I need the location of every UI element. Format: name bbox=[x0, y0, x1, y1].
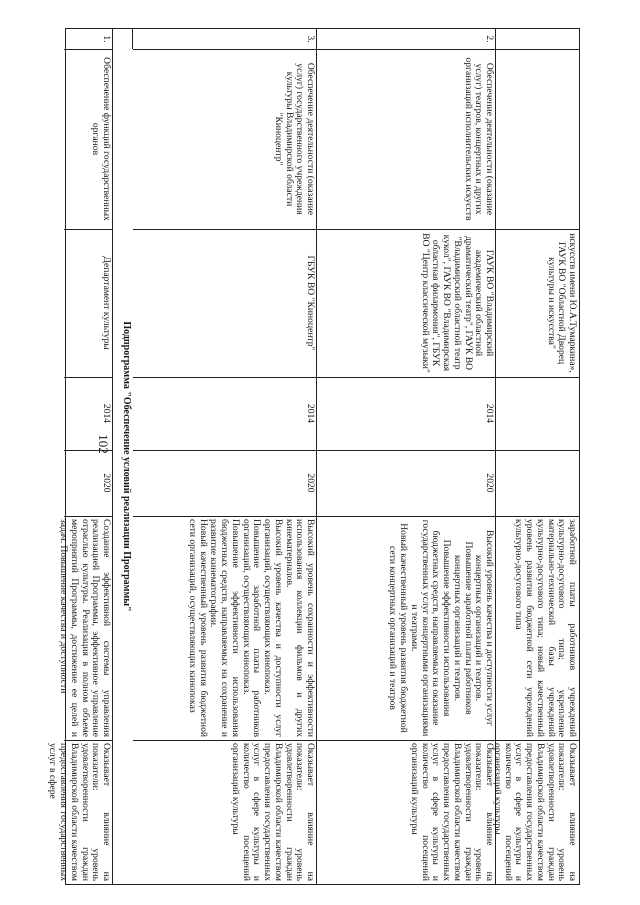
row-1-end-year: 2020 bbox=[101, 473, 112, 493]
row-2-end-year: 2020 bbox=[484, 473, 495, 493]
row-2-activity: Обеспечение деятельности (оказание услуг) театров, концертных и других организаций исполнительских искусств bbox=[462, 57, 495, 221]
subprogram-title: Подпрограмма "Обеспечение условий реализации Программы" bbox=[113, 49, 133, 884]
page-number: 102 bbox=[95, 434, 111, 454]
row-1-number: 1. bbox=[101, 35, 112, 43]
row-2-result-line: Повышение заработной платы работников концертных организаций и театров. bbox=[451, 541, 474, 715]
row-2-number: 2. bbox=[484, 35, 495, 43]
row-1-start-year: 2014 bbox=[101, 403, 112, 424]
row-3-results bbox=[133, 516, 317, 740]
row-3-impact: Оказывает влияние на показатели: уровень удовлетворенности граждан Владимирской области качеством предоставления государственных услуг в сфере культуры и количество посещений организаций культуры bbox=[229, 743, 316, 882]
row-3-result-line: Повышение эффективности использования бюджетных средств, направляемых на сохранение и развитие кинематографии. bbox=[208, 519, 241, 737]
row-3-result-line: Повышение заработной платы работников организаций, осуществляющих кинопоказ. bbox=[240, 519, 263, 737]
row-2-result-line: Новый качественный уровень развития бюджетной сети концертных организаций и театров bbox=[387, 523, 410, 733]
row-1-impact: Оказывает влияние на показатели: уровень удовлетворенности граждан Владимирской области качеством предоставления государственных услуг в сфере bbox=[47, 743, 112, 882]
row-2-impact: Оказывает влияние на показатели: уровень удовлетворенности граждан Владимирской области качеством предоставления государственных услуг в сфере культуры и количество посещений организаций культуры bbox=[408, 743, 495, 882]
results-table bbox=[47, 28, 580, 885]
row-3-end-year: 2020 bbox=[305, 473, 316, 493]
row-3-result-line: Высокий уровень сохранности и эффективности использования коллекции фильмов и других кинематериалов. bbox=[283, 519, 316, 737]
row-3-number: 3. bbox=[305, 35, 316, 43]
continued-results: заработной платы работников учреждений культурно-досугового типа; укрепление материально-технической базы учреждений культурно-досугового типа; новый качественный уровень развития бюджетной сети учреждений культурно-досугового типа bbox=[513, 519, 578, 737]
row-1-results: Создание эффективной системы управления реализацией Программы, эффективное управление отраслью культуры. Реализация в полном объеме мероприятий Программы, достижение ее целей и задач. Повышение качества и доступности bbox=[58, 519, 112, 737]
row-3-activity: Обеспечение деятельности (оказание услуг) государственного учреждения культуры Владимирской области "Киноцентр" bbox=[272, 62, 316, 216]
row-3-result-line: Высокий уровень качества и доступности услуг организаций, осуществляющих кинопоказ. bbox=[262, 519, 284, 737]
row-2-result-line: Повышение эффективности использования бюджетных средств, направляемых на оказание государственных услуг концертными организациями и театрами. bbox=[408, 519, 453, 737]
row-1-executor: Департамент культуры bbox=[101, 256, 112, 350]
row-3-executor: ГБУК ВО "Киноцентр" bbox=[305, 255, 316, 351]
row-3-start-year: 2014 bbox=[305, 403, 316, 424]
row-2-result-line: Высокий уровень качества и доступности услуг концертных организаций и театров. bbox=[473, 530, 495, 726]
row-3-result-line: Новый качественный уровень развития бюджетной сети организаций, осуществляющих кинопоказ bbox=[186, 519, 209, 737]
row-2-start-year: 2014 bbox=[484, 403, 495, 424]
row-1-activity: Обеспечение функций государственных органов bbox=[90, 57, 112, 221]
continued-executor: искусств имени Ю.А.Тумаркина», ГАУК ВО "Областной Дворец культуры и искусства" bbox=[545, 233, 578, 373]
row-2-results bbox=[317, 516, 496, 740]
row-2-executor: ГАУК ВО "Владимирский академический областной драматический театр", ГАУК ВО "Владимирский областной театр кукол", ГАУК ВО "Владимирская областная филармония", ГБУК ВО "Центр классической музыки" bbox=[419, 233, 495, 373]
continued-impact: Оказывает влияние на показатели: уровень удовлетворенности граждан Владимирской области качеством предоставления государственных услуг в сфере культуры и количество посещений организаций культуры bbox=[491, 743, 578, 882]
subprogram-number-blank bbox=[113, 29, 133, 49]
